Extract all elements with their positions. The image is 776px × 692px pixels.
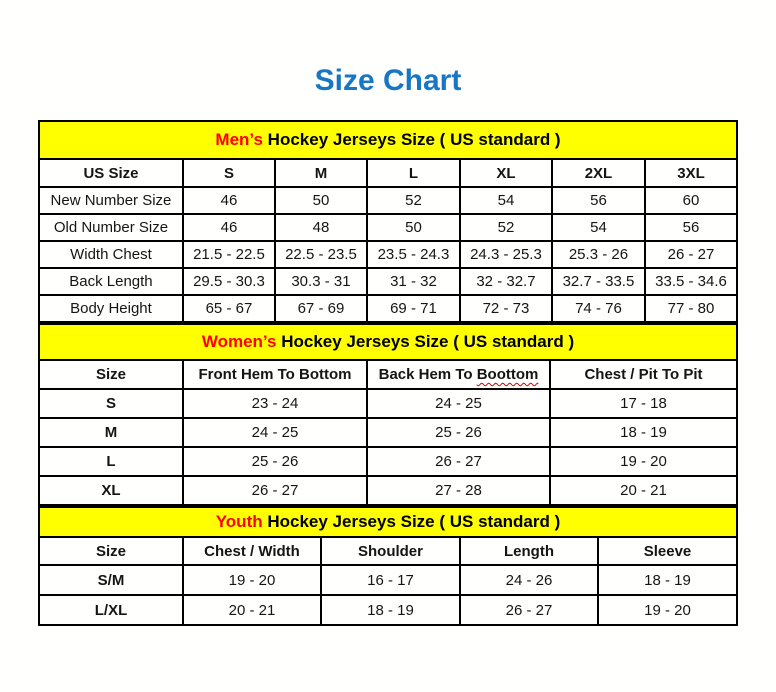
- youth-column-header-sleeve: Sleeve: [598, 537, 737, 565]
- mens-header-row: [39, 159, 737, 187]
- cell-value: 18 - 19: [321, 595, 460, 625]
- cell-value: 32 - 32.7: [460, 268, 552, 295]
- youth-column-header-size: Size: [39, 537, 183, 565]
- youth-banner-highlight: Youth: [215, 512, 263, 531]
- row-label: Body Height: [39, 295, 183, 322]
- youth-header-row: [39, 537, 737, 565]
- cell-value: 74 - 76: [552, 295, 645, 322]
- cell-value: 19 - 20: [550, 447, 737, 476]
- cell-value: 46: [183, 214, 275, 241]
- cell-value: 19 - 20: [598, 595, 737, 625]
- youth-size-table: [38, 506, 738, 626]
- mens-size-table: [38, 120, 738, 323]
- cell-value: 23 - 24: [183, 389, 367, 418]
- mens-column-header-us-size: US Size: [39, 159, 183, 187]
- cell-value: 30.3 - 31: [275, 268, 367, 295]
- womens-row-l: [39, 447, 737, 476]
- row-label: Back Length: [39, 268, 183, 295]
- size-tables-container: [0, 120, 776, 626]
- cell-value: 52: [460, 214, 552, 241]
- cell-value: 20 - 21: [550, 476, 737, 505]
- cell-value: 16 - 17: [321, 565, 460, 595]
- cell-value: 26 - 27: [367, 447, 550, 476]
- cell-value: 69 - 71: [367, 295, 460, 322]
- mens-column-header-xl: XL: [460, 159, 552, 187]
- cell-value: 18 - 19: [550, 418, 737, 447]
- mens-row-old-number-size: [39, 214, 737, 241]
- womens-column-header-chest-pit-to-pit: Chest / Pit To Pit: [550, 360, 737, 389]
- cell-value: 24 - 25: [183, 418, 367, 447]
- youth-column-header-length: Length: [460, 537, 598, 565]
- womens-size-table: [38, 323, 738, 506]
- mens-column-header-2xl: 2XL: [552, 159, 645, 187]
- row-label: New Number Size: [39, 187, 183, 214]
- cell-value: 25.3 - 26: [552, 241, 645, 268]
- womens-row-m: [39, 418, 737, 447]
- mens-banner-highlight: Men’s: [215, 130, 263, 149]
- cell-value: 60: [645, 187, 737, 214]
- mens-column-header-m: M: [275, 159, 367, 187]
- row-label: M: [39, 418, 183, 447]
- cell-value: 56: [552, 187, 645, 214]
- youth-banner-row: [39, 507, 737, 537]
- womens-banner-text: Hockey Jerseys Size ( US standard ): [276, 332, 575, 351]
- womens-banner: [39, 324, 737, 360]
- womens-column-header-size: Size: [39, 360, 183, 389]
- womens-column-header-back-hem-to-boottom: Back Hem To Boottom: [367, 360, 550, 389]
- mens-banner: [39, 121, 737, 159]
- row-label: Old Number Size: [39, 214, 183, 241]
- cell-value: 54: [460, 187, 552, 214]
- cell-value: 54: [552, 214, 645, 241]
- womens-row-xl: [39, 476, 737, 505]
- cell-value: 24.3 - 25.3: [460, 241, 552, 268]
- cell-value: 17 - 18: [550, 389, 737, 418]
- cell-value: 32.7 - 33.5: [552, 268, 645, 295]
- page-title: Size Chart: [314, 64, 462, 97]
- youth-banner: [39, 507, 737, 537]
- cell-value: 25 - 26: [367, 418, 550, 447]
- mens-column-header-3xl: 3XL: [645, 159, 737, 187]
- cell-value: 50: [367, 214, 460, 241]
- cell-value: 77 - 80: [645, 295, 737, 322]
- womens-header-row: [39, 360, 737, 389]
- womens-row-s: [39, 389, 737, 418]
- cell-value: 46: [183, 187, 275, 214]
- youth-banner-text: Hockey Jerseys Size ( US standard ): [262, 512, 561, 531]
- cell-value: 26 - 27: [460, 595, 598, 625]
- mens-column-header-l: L: [367, 159, 460, 187]
- mens-column-header-s: S: [183, 159, 275, 187]
- mens-row-body-height: [39, 295, 737, 322]
- mens-row-back-length: [39, 268, 737, 295]
- cell-value: 24 - 26: [460, 565, 598, 595]
- row-label: Width Chest: [39, 241, 183, 268]
- mens-row-new-number-size: [39, 187, 737, 214]
- cell-value: 65 - 67: [183, 295, 275, 322]
- cell-value: 25 - 26: [183, 447, 367, 476]
- cell-value: 22.5 - 23.5: [275, 241, 367, 268]
- cell-value: 72 - 73: [460, 295, 552, 322]
- cell-value: 33.5 - 34.6: [645, 268, 737, 295]
- row-label: L: [39, 447, 183, 476]
- cell-value: 21.5 - 22.5: [183, 241, 275, 268]
- row-label: XL: [39, 476, 183, 505]
- cell-value: 26 - 27: [645, 241, 737, 268]
- cell-value: 23.5 - 24.3: [367, 241, 460, 268]
- mens-row-width-chest: [39, 241, 737, 268]
- cell-value: 24 - 25: [367, 389, 550, 418]
- womens-column-header-front-hem-to-bottom: Front Hem To Bottom: [183, 360, 367, 389]
- cell-value: 31 - 32: [367, 268, 460, 295]
- cell-value: 52: [367, 187, 460, 214]
- cell-value: 29.5 - 30.3: [183, 268, 275, 295]
- cell-value: 48: [275, 214, 367, 241]
- womens-banner-row: [39, 324, 737, 360]
- cell-value: 26 - 27: [183, 476, 367, 505]
- row-label: S/M: [39, 565, 183, 595]
- youth-column-header-shoulder: Shoulder: [321, 537, 460, 565]
- cell-value: 20 - 21: [183, 595, 321, 625]
- cell-value: 19 - 20: [183, 565, 321, 595]
- cell-value: 27 - 28: [367, 476, 550, 505]
- youth-column-header-chest-width: Chest / Width: [183, 537, 321, 565]
- mens-banner-row: [39, 121, 737, 159]
- cell-value: 67 - 69: [275, 295, 367, 322]
- row-label: L/XL: [39, 595, 183, 625]
- row-label: S: [39, 389, 183, 418]
- cell-value: 56: [645, 214, 737, 241]
- cell-value: 18 - 19: [598, 565, 737, 595]
- mens-banner-text: Hockey Jerseys Size ( US standard ): [262, 130, 561, 149]
- youth-row-s-m: [39, 565, 737, 595]
- womens-banner-highlight: Women’s: [201, 332, 277, 351]
- cell-value: 50: [275, 187, 367, 214]
- youth-row-l-xl: [39, 595, 737, 625]
- misspelled-word: Boottom: [476, 366, 539, 383]
